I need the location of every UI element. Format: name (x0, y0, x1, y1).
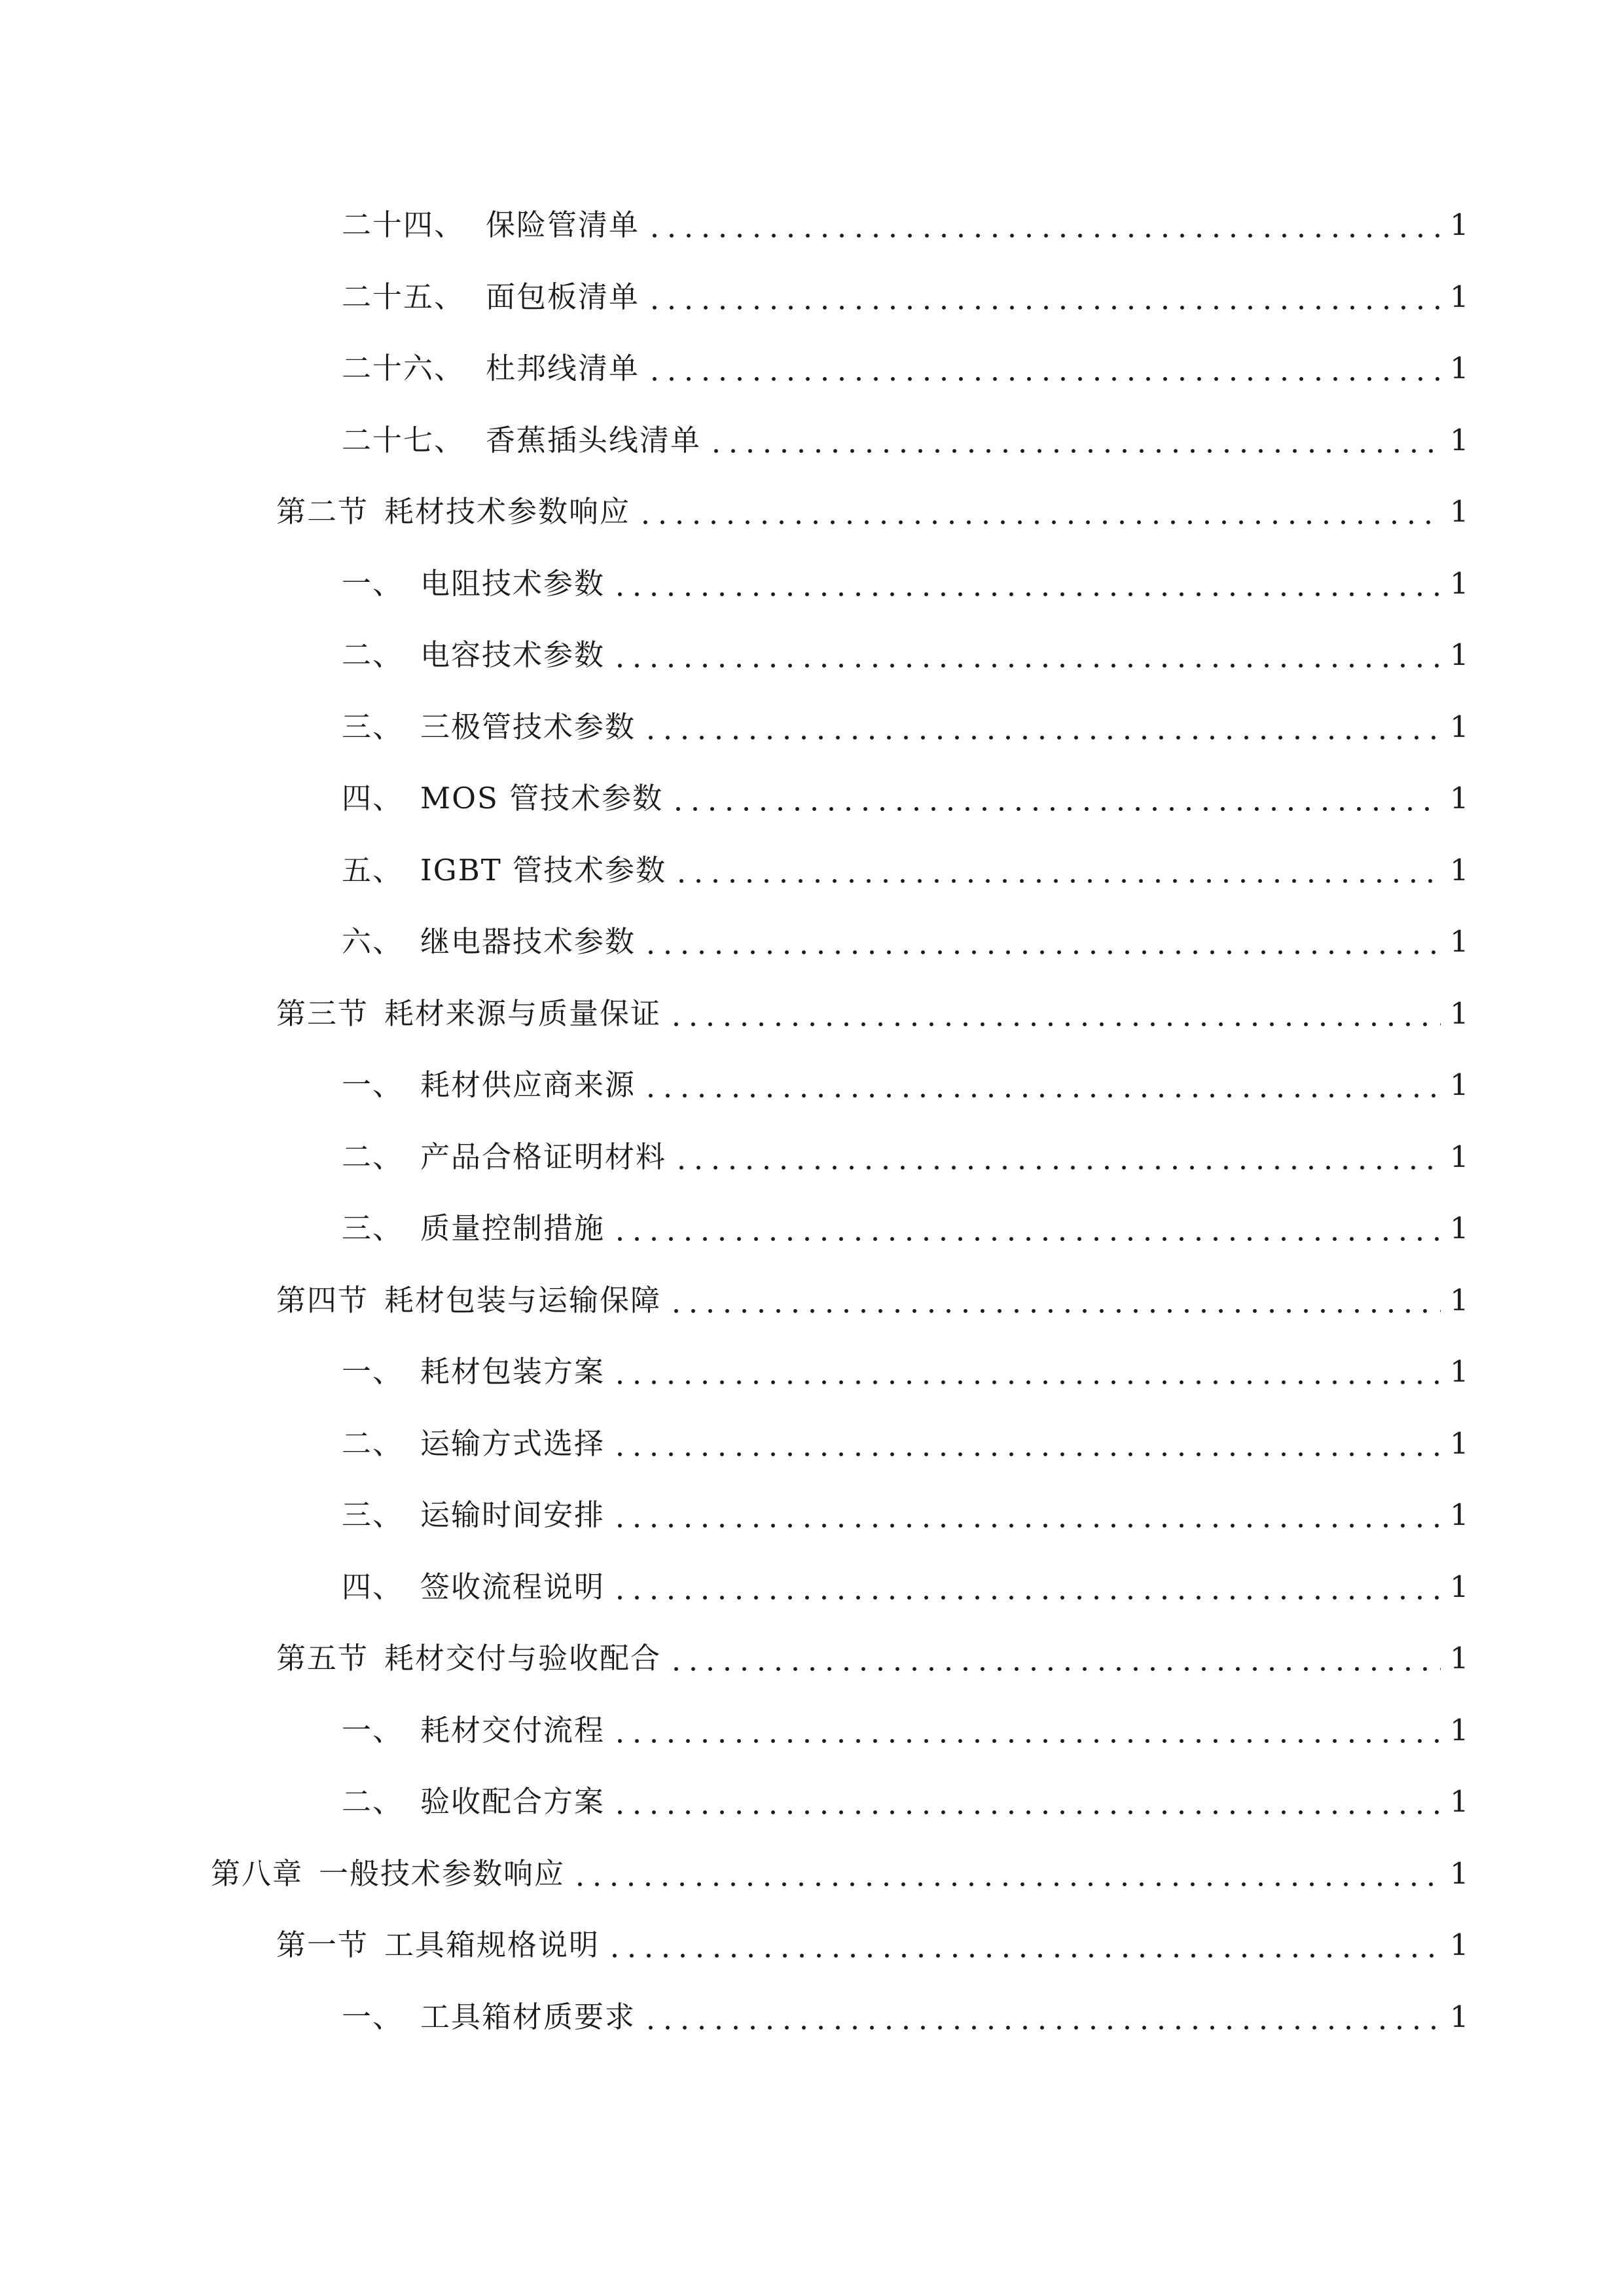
dot-leader (646, 353, 1441, 383)
dot-leader (646, 282, 1441, 312)
toc-entry[interactable] (0, 1408, 1624, 1480)
toc-entry-number: 六、 (342, 924, 404, 960)
toc-entry-title: MOS 管技术参数 (420, 781, 664, 816)
toc-entry-head (342, 924, 636, 960)
dot-leader (606, 1930, 1441, 1960)
toc-entry-head (342, 1426, 605, 1461)
toc-entry[interactable] (0, 1265, 1624, 1336)
toc-entry-head (342, 1067, 636, 1103)
toc-entry-number: 第三节 (276, 996, 369, 1031)
toc-entry-title: 耗材交付与验收配合 (384, 1641, 662, 1676)
toc-entry-number: 三、 (342, 1498, 404, 1533)
toc-entry[interactable] (0, 404, 1624, 476)
toc-entry-page-number: 1 (1450, 279, 1469, 314)
toc-entry-number: 二、 (342, 1139, 404, 1174)
toc-entry-head (342, 637, 605, 673)
toc-entry-page-number: 1 (1450, 1354, 1469, 1390)
toc-entry[interactable] (0, 1193, 1624, 1265)
toc-entry-page-number: 1 (1450, 422, 1469, 457)
toc-entry-page-number: 1 (1450, 637, 1469, 673)
toc-entry-title: 继电器技术参数 (420, 924, 636, 960)
toc-entry-page-number: 1 (1450, 207, 1469, 243)
dot-leader (642, 712, 1441, 742)
toc-entry[interactable] (0, 762, 1624, 834)
toc-entry-number: 二十七、 (342, 422, 465, 457)
toc-entry-page-number: 1 (1450, 852, 1469, 888)
toc-entry-number: 二、 (342, 637, 404, 673)
toc-entry-title: 三极管技术参数 (420, 709, 636, 744)
toc-entry[interactable] (0, 619, 1624, 691)
toc-entry-head (342, 279, 640, 314)
toc-entry[interactable] (0, 691, 1624, 763)
toc-entry-page-number: 1 (1450, 1498, 1469, 1533)
toc-entry-title: 耗材交付流程 (420, 1712, 605, 1748)
toc-entry-number: 一、 (342, 565, 404, 601)
toc-entry-number: 一、 (342, 1067, 404, 1103)
dot-leader (611, 1429, 1441, 1458)
toc-entry-number: 三、 (342, 1211, 404, 1246)
toc-entry-title: 耗材来源与质量保证 (384, 996, 662, 1031)
toc-entry-page-number: 1 (1450, 1999, 1469, 2034)
toc-entry-number: 第五节 (276, 1641, 369, 1676)
toc-entry-page-number: 1 (1450, 1928, 1469, 1963)
dot-leader (611, 1500, 1441, 1530)
toc-entry-page-number: 1 (1450, 565, 1469, 601)
toc-entry-number: 一、 (342, 1354, 404, 1390)
toc-entry-head (342, 1569, 605, 1604)
dot-leader (611, 1572, 1441, 1602)
toc-entry-head (342, 1784, 605, 1820)
toc-entry-page-number: 1 (1450, 1641, 1469, 1676)
toc-entry-page-number: 1 (1450, 1856, 1469, 1891)
toc-entry[interactable] (0, 1479, 1624, 1551)
toc-entry-head (342, 1139, 667, 1174)
toc-entry-number: 二十四、 (342, 207, 465, 243)
toc-entry-number: 三、 (342, 709, 404, 744)
toc-entry-number: 二、 (342, 1426, 404, 1461)
toc-entry-head (276, 494, 631, 529)
toc-entry-number: 第八章 (211, 1856, 304, 1891)
toc-entry[interactable] (0, 906, 1624, 978)
toc-entry[interactable] (0, 332, 1624, 404)
toc-entry-page-number: 1 (1450, 924, 1469, 960)
dot-leader (646, 210, 1441, 240)
toc-entry[interactable] (0, 476, 1624, 548)
toc-entry-title: 耗材包装与运输保障 (384, 1282, 662, 1318)
toc-entry[interactable] (0, 1766, 1624, 1838)
toc-entry[interactable] (0, 548, 1624, 620)
toc-entry-head (276, 1282, 662, 1318)
toc-entry-title: 运输方式选择 (420, 1426, 605, 1461)
toc-entry[interactable] (0, 1623, 1624, 1695)
toc-entry-head (342, 565, 605, 601)
dot-leader (571, 1859, 1441, 1888)
toc-entry-title: 耗材供应商来源 (420, 1067, 636, 1103)
toc-entry-title: 工具箱材质要求 (420, 1999, 636, 2034)
toc-entry-title: 香蕉插头线清单 (486, 422, 702, 457)
toc-entry-title: 一般技术参数响应 (319, 1856, 566, 1891)
toc-entry-number: 一、 (342, 1999, 404, 2034)
toc-entry-title: 电容技术参数 (420, 637, 605, 673)
toc-entry-number: 二十五、 (342, 279, 465, 314)
toc-entry-number: 二、 (342, 1784, 404, 1820)
toc-entry-head (211, 1856, 566, 1891)
toc-entry-page-number: 1 (1450, 1426, 1469, 1461)
toc-entry-number: 五、 (342, 852, 404, 888)
toc-entry-number: 第二节 (276, 494, 369, 529)
toc-entry-head (342, 1999, 636, 2034)
toc-entry[interactable] (0, 1049, 1624, 1121)
table-of-contents (0, 189, 1624, 2053)
toc-entry-head (276, 996, 662, 1031)
toc-entry[interactable] (0, 1551, 1624, 1623)
toc-entry-number: 一、 (342, 1712, 404, 1748)
toc-entry-page-number: 1 (1450, 1784, 1469, 1820)
toc-entry-head (342, 1712, 605, 1748)
toc-entry-head (342, 1211, 605, 1246)
toc-entry-title: 工具箱规格说明 (384, 1928, 600, 1963)
toc-entry-number: 四、 (342, 1569, 404, 1604)
toc-entry-head (342, 781, 664, 816)
dot-leader (642, 1070, 1441, 1100)
dot-leader (611, 1357, 1441, 1386)
dot-leader (611, 1715, 1441, 1745)
toc-entry-title: 产品合格证明材料 (420, 1139, 667, 1174)
toc-entry-head (342, 422, 702, 457)
toc-entry-number: 二十六、 (342, 351, 465, 386)
dot-leader (673, 1142, 1441, 1172)
toc-entry-head (342, 1354, 605, 1390)
toc-entry-page-number: 1 (1450, 351, 1469, 386)
toc-entry-title: 电阻技术参数 (420, 565, 605, 601)
dot-leader (642, 2002, 1441, 2032)
dot-leader (668, 1285, 1441, 1315)
dot-leader (611, 569, 1441, 598)
toc-entry-head (342, 1498, 605, 1533)
toc-entry-head (276, 1641, 662, 1676)
toc-entry-page-number: 1 (1450, 1282, 1469, 1318)
dot-leader (673, 855, 1441, 885)
toc-entry-head (342, 207, 640, 243)
toc-entry[interactable] (0, 1336, 1624, 1408)
toc-entry-page-number: 1 (1450, 1139, 1469, 1174)
toc-entry-page-number: 1 (1450, 1569, 1469, 1604)
toc-entry-head (342, 709, 636, 744)
dot-leader (642, 927, 1441, 956)
toc-entry-page-number: 1 (1450, 1067, 1469, 1103)
toc-entry-number: 第一节 (276, 1928, 369, 1963)
toc-entry-title: IGBT 管技术参数 (420, 852, 667, 888)
dot-leader (611, 640, 1441, 670)
toc-entry-page-number: 1 (1450, 781, 1469, 816)
dot-leader (668, 1643, 1441, 1673)
toc-entry-title: 耗材技术参数响应 (384, 494, 631, 529)
dot-leader (670, 783, 1441, 813)
toc-entry-title: 运输时间安排 (420, 1498, 605, 1533)
dot-leader (611, 1213, 1441, 1243)
toc-entry-title: 质量控制措施 (420, 1211, 605, 1246)
toc-entry-title: 耗材包装方案 (420, 1354, 605, 1390)
dot-leader (668, 999, 1441, 1028)
dot-leader (611, 1787, 1441, 1816)
toc-entry-page-number: 1 (1450, 1211, 1469, 1246)
toc-entry-page-number: 1 (1450, 996, 1469, 1031)
toc-entry[interactable] (0, 1981, 1624, 2053)
toc-entry-title: 保险管清单 (486, 207, 640, 243)
toc-entry-title: 验收配合方案 (420, 1784, 605, 1820)
toc-entry-title: 签收流程说明 (420, 1569, 605, 1604)
toc-entry[interactable] (0, 834, 1624, 906)
toc-entry-head (276, 1928, 600, 1963)
toc-entry[interactable] (0, 1695, 1624, 1767)
toc-entry-number: 第四节 (276, 1282, 369, 1318)
toc-entry[interactable] (0, 1909, 1624, 1981)
toc-entry[interactable] (0, 261, 1624, 333)
toc-entry-page-number: 1 (1450, 494, 1469, 529)
toc-entry-page-number: 1 (1450, 1712, 1469, 1748)
toc-entry-page-number: 1 (1450, 709, 1469, 744)
toc-entry[interactable] (0, 978, 1624, 1050)
toc-entry-title: 杜邦线清单 (486, 351, 640, 386)
toc-entry[interactable] (0, 1838, 1624, 1910)
toc-entry-number: 四、 (342, 781, 404, 816)
toc-entry-head (342, 351, 640, 386)
toc-entry[interactable] (0, 1121, 1624, 1193)
dot-leader (708, 425, 1441, 455)
dot-leader (637, 497, 1441, 526)
toc-entry[interactable] (0, 189, 1624, 261)
toc-entry-head (342, 852, 667, 888)
toc-entry-title: 面包板清单 (486, 279, 640, 314)
